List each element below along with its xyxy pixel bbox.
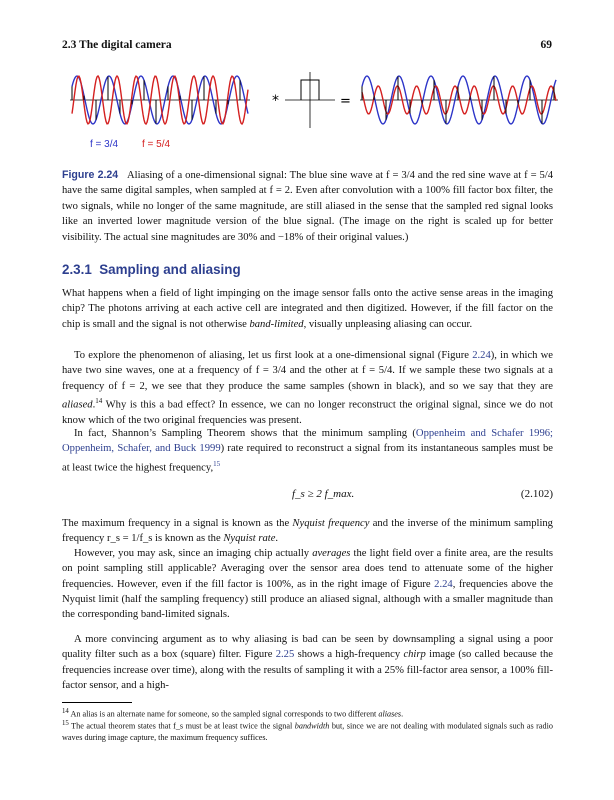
figure-ref-link[interactable]: 2.24 <box>434 578 453 590</box>
equals-operator: = <box>340 94 351 109</box>
label-red: f = 5/4 <box>142 139 171 150</box>
caption-text: Aliasing of a one-dimensional signal: The blue sine wave at f = 3/4 and the red sine wave at f = 5/4 have the same digital samples, when sampled at f = 2. Even after convolution with a 100% fill factor box filter, the two signals, while no longer of the same magnitude, are still aliased in the sense that the sampled red signal looks like an inverted lower magnitude version of the blue signal. (The image on the right is scaled up for better visibility. The actual sine magnitudes are 30% and −18% of their original values.) <box>62 170 553 243</box>
page-number: 69 <box>540 39 552 51</box>
paragraph-5: However, you may ask, since an imaging chip actually averages the light field over a finite area, are the results on point sampling still applicable? Averaging over the sensor area does tend to attenuate some of the higher frequencies. However, even if the fill factor is 100%, as in the right image of Figure 2.24, frequencies above the Nyquist limit (half the sampling frequency) still produce an aliased signal, although with a smaller magnitude than the corresponding band-limited signals. <box>62 548 553 621</box>
paragraph-3: In fact, Shannon’s Sampling Theorem shows that the minimum sampling (Oppenheim and Schafer 1996; Oppenheim, Schafer, and Buck 1999) rate required to reconstruct a signal from its instantaneous samples must be at least twice the highest frequency,$^{15}$ <box>62 428 553 474</box>
label-blue: f = 3/4 <box>90 139 119 150</box>
figure-ref-link[interactable]: 2.25 <box>275 649 295 661</box>
box-filter <box>285 72 335 128</box>
sine-wave-plot <box>70 76 250 124</box>
citation-link[interactable]: Oppenheim and Schafer 1996; Oppenheim, Schafer, and Buck 1999 <box>62 428 553 455</box>
paragraph-4: The maximum frequency in a signal is known as the Nyquist frequency and the inverse of the minimum sampling frequency r_s = 1/f_s is known as the Nyquist rate. <box>62 518 553 545</box>
running-header: 2.3 The digital camera <box>62 39 172 51</box>
filtered-wave-plot <box>360 76 558 124</box>
footnote-14: $^{14}$ An alias is an alternate name for someone, so the sampled signal corresponds to two different aliases. <box>62 708 404 719</box>
caption-label: Figure 2.24 <box>62 169 119 181</box>
paragraph-6: A more convincing argument as to why aliasing is bad can be seen by downsampling a signal using a poor quality filter such as a box (square) filter. Figure 2.25 shows a high-frequency chirp image (so called because the frequencies increase over time), along with the results of sampling it with a 25% fill-factor area sensor, a 100% fill-factor sensor, and a high- <box>62 634 553 691</box>
section-heading: 2.3.1 Sampling and aliasing <box>62 262 241 277</box>
paragraph-2: To explore the phenomenon of aliasing, let us first look at a one-dimensional signal (Figure 2.24), in which we have two sine waves, one at a frequency of f = 3/4 and the other at f = 5/4. If we sample these two signals at a frequency of f = 2, we see that they produce the same samples (shown in black), and so we say that they are aliased.$^{14}$ Why is this a bad effect? In essence, we can no longer reconstruct the original signal, since we do not know which of the two original frequencies was present. <box>62 350 553 426</box>
figure-caption <box>62 168 553 245</box>
aliasing-figure <box>60 72 560 162</box>
footnote-15: $^{15}$ The actual theorem states that f_s must be at least twice the signal bandwidth but, since we are not dealing with modulated signals such as radio waves during image capture, the maximum frequency suffices. <box>62 720 553 742</box>
footnote-rule <box>62 702 132 703</box>
figure-ref-link[interactable]: 2.24 <box>472 350 491 361</box>
paragraph-1: What happens when a field of light impinging on the image sensor falls onto the active sense areas in the imaging chip? The photons arriving at each active cell are integrated and then digitized. However, if the fill factor on the chip is small and the signal is not otherwise band-limited, visually unpleasing aliasing can occur. <box>62 288 553 330</box>
convolution-operator: * <box>272 93 279 109</box>
